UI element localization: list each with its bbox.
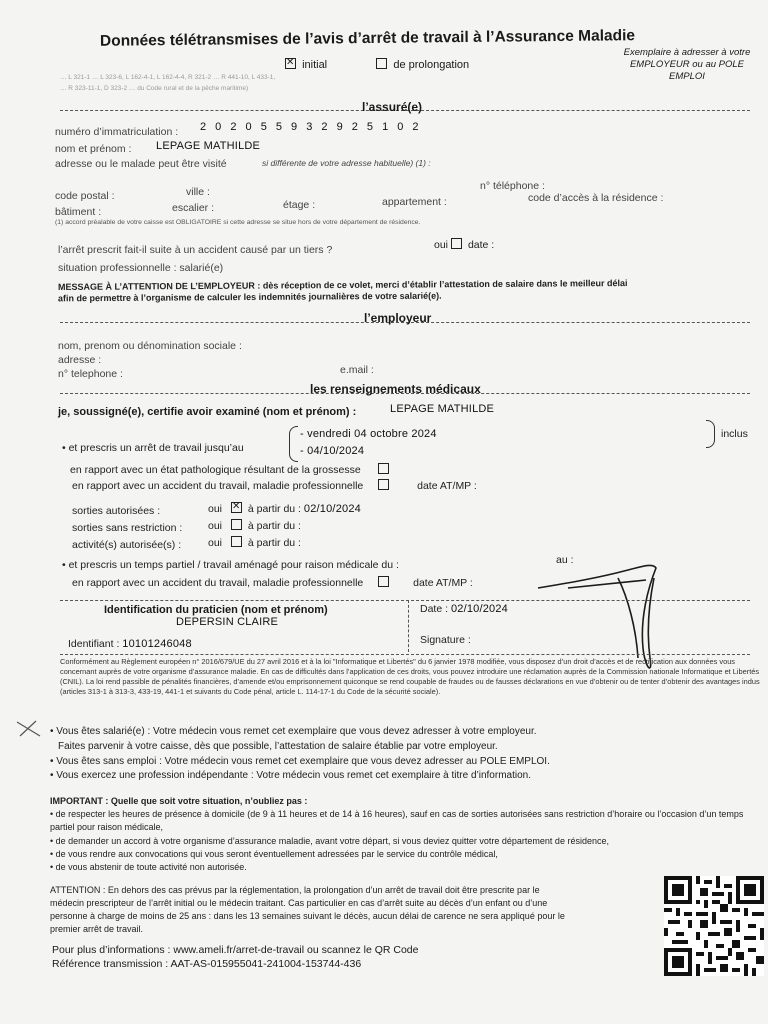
immatriculation-label: numéro d’immatriculation :: [55, 126, 179, 138]
prolongation-checkbox[interactable]: [376, 58, 387, 69]
footer-info: Pour plus d’informations : www.ameli.fr/arret-de-travail ou scannez le QR Code: [52, 944, 419, 956]
accident-tiers-options: [434, 238, 494, 251]
type-options: [282, 58, 469, 71]
bullet-independant-text: Vous exercez une profession indépendante : Votre médecin vous remet cet exemplaire à titre d’information.: [56, 770, 531, 781]
activite-label: activité(s) autorisée(s) :: [72, 539, 182, 551]
accident-travail-label: en rapport avec un accident du travail, maladie professionnelle: [72, 480, 364, 492]
rgpd-notice: Conformément au Règlement européen n° 2016/679/UE du 27 avril 2016 et à la loi "Informatique et Libertés" du 6 janvier 1978 modifiée, vous disposez d’un droit d’accès et de rectification aux données vous concernant auprès de votre organisme d’assurance maladie. En cas de difficultés dans l’application de ces droits, vous pouvez introduire une réclamation auprès de la Commission nationale Informatique et Libertés (CNIL). La loi rend passible de pénalités financières, d’amende et/ou emprisonnement quiconque se rend coupable de fraudes ou de fausses déclarations en vue d’obtenir ou de tenter d’obtenir des avantages indus (articles 313-1 à 313-3, 433-19, 441-1 et suivants du Code pénal, article L. 114-17-1 du Code de la sécurité sociale).: [60, 657, 760, 696]
section-employeur: l’employeur: [364, 311, 432, 325]
important-item-4-text: de vous abstenir de toute activité non autorisée.: [55, 862, 247, 872]
code-postal-label: code postal :: [55, 190, 115, 202]
code-acces-label: code d’accès à la résidence :: [528, 192, 664, 204]
legal-line-2: … R 323-11-1, D 323-2 … du Code rural et de la pêche maritime): [60, 85, 249, 92]
activite-a-partir-label: à partir du :: [247, 537, 301, 549]
important-item-4: • de vous abstenir de toute activité non autorisée.: [50, 862, 247, 872]
sorties-sans-a-partir-label: à partir du :: [247, 520, 301, 532]
section-assure: l’assuré(e): [362, 100, 423, 114]
document-title: Données télétransmises de l’avis d’arrêt de travail à l’Assurance Maladie: [99, 27, 636, 50]
sorties-checkbox[interactable]: [231, 502, 242, 513]
important-item-3-text: de vous rendre aux convocations qui vous seront éventuellement adressées par le service du contrôle médical,: [55, 849, 498, 859]
ville-label: ville :: [186, 186, 210, 198]
praticien-date: [420, 603, 508, 615]
adresse-footnote: (1) accord préalable de votre caisse est OBLIGATOIRE si cette adresse se situe hors de votre département de résidence.: [55, 219, 421, 226]
grossesse-checkbox[interactable]: [378, 463, 389, 474]
appartement-label: appartement :: [382, 196, 447, 208]
section-medical: les renseignements médicaux: [310, 382, 481, 396]
signature-label: Signature :: [420, 634, 471, 646]
temps-partiel-au-label: au :: [556, 554, 574, 566]
employeur-nom-label: nom, prenom ou dénomination sociale :: [58, 340, 242, 352]
accident-travail-checkbox[interactable]: [378, 479, 389, 490]
pen-mark: [14, 718, 44, 740]
date-brace-right: [706, 420, 715, 448]
temps-partiel-label: et prescris un temps partiel / travail aménagé pour raison médicale du :: [68, 559, 399, 571]
accident-tiers-oui-label: oui: [434, 239, 449, 251]
bullet-salarie: • Vous êtes salarié(e) : Votre médecin vous remet cet exemplaire que vous devez adresser à votre employeur.: [50, 726, 537, 737]
bullet-independant: • Vous exercez une profession indépendante : Votre médecin vous remet cet exemplaire à titre d’information.: [50, 770, 531, 781]
date-long-text: vendredi 04 octobre 2024: [307, 428, 437, 440]
accident-travail-label-2: en rapport avec un accident du travail, maladie professionnelle: [72, 577, 364, 589]
accident-tiers-date-label: date :: [467, 239, 495, 251]
praticien-date-label: Date :: [420, 603, 449, 615]
identifiant-value: 10101246048: [122, 638, 192, 650]
certifie-label: je, soussigné(e), certifie avoir examiné (nom et prénom) :: [58, 406, 357, 418]
important-item-2-text: de demander un accord à votre organisme d’assurance maladie, avant votre départ, si vous deviez quitter votre département de résidence,: [55, 836, 609, 846]
date-atmp-label-2: date AT/MP :: [413, 577, 473, 589]
prescris-label: • et prescris un arrêt de travail jusqu’au: [62, 442, 244, 454]
temps-partiel-row: • et prescris un temps partiel / travail aménagé pour raison médicale du :: [62, 559, 399, 571]
sorties-date: 02/10/2024: [303, 503, 361, 515]
nom-label: nom et prénom :: [55, 143, 132, 155]
sorties-a-partir-label: à partir du :: [247, 503, 301, 515]
accident-travail-row-2: [72, 576, 473, 589]
exemplaire-note: Exemplaire à adresser à votre EMPLOYEUR ou au POLE EMPLOI: [623, 47, 751, 82]
activite-options: [208, 536, 301, 549]
identifiant-label: Identifiant :: [68, 638, 120, 650]
important-item-1-text: de respecter les heures de présence à domicile (de 9 à 11 heures et de 14 à 16 heures), sauf en cas de sorties autorisées sans restriction d’horaire ou l’occasion d’un temps partiel pour raison médicale,: [50, 809, 744, 832]
employeur-telephone-label: n° telephone :: [58, 368, 123, 380]
important-item-2: • de demander un accord à votre organisme d’assurance maladie, avant votre départ, si vous deviez quitter votre département de résidence,: [50, 836, 609, 846]
activite-oui-label: oui: [208, 537, 223, 549]
employeur-adresse-label: adresse :: [58, 354, 102, 366]
date-brace-left: [289, 426, 298, 462]
telephone-label: n° téléphone :: [480, 180, 545, 192]
grossesse-row: [70, 463, 392, 476]
bullet-sans-emploi: • Vous êtes sans emploi : Votre médecin vous remet cet exemplaire que vous devez adresser au POLE EMPLOI.: [50, 756, 550, 767]
sorties-options: [208, 502, 361, 515]
message-employeur-line1: MESSAGE À L’ATTENTION DE L’EMPLOYEUR : dès réception de ce volet, merci d’établir l’attestation de salaire dans le meilleur délai: [57, 278, 628, 292]
sorties-sans-options: [208, 519, 301, 532]
bullet-attestation: Faites parvenir à votre caisse, dès que possible, l’attestation de salaire établie par votre employeur.: [58, 741, 498, 752]
important-item-1: • de respecter les heures de présence à domicile (de 9 à 11 heures et de 14 à 16 heures), sauf en cas de sorties autorisées sans restriction d’horaire ou l’occasion d’un temps partiel pour raison médicale,: [50, 809, 744, 832]
sorties-oui-label: oui: [208, 503, 223, 515]
legal-line-1: … L 321-1 … L 323-6, L 162-4-1, L 162-4-4, R 321-2 … R 441-10, L 433-1,: [60, 74, 276, 81]
praticien-name: DEPERSIN CLAIRE: [176, 616, 279, 628]
footer-reference: Référence transmission : AAT-AS-015955041-241004-153744-436: [52, 958, 362, 970]
prescris-text: et prescris un arrêt de travail jusqu’au: [68, 442, 244, 454]
sorties-label: sorties autorisées :: [72, 505, 161, 517]
inclus-label: inclus: [721, 428, 748, 440]
nom-value: LEPAGE MATHILDE: [156, 140, 261, 152]
etage-label: étage :: [283, 199, 316, 211]
date-short-value: - 04/10/2024: [300, 445, 365, 457]
initial-label: initial: [302, 59, 328, 71]
immatriculation-value: 2 0 2 0 5 5 9 3 2 9 2 5 1 0 2: [200, 121, 422, 133]
praticien-title: Identification du praticien (nom et prénom): [104, 604, 328, 616]
employeur-email-label: e.mail :: [340, 364, 374, 376]
bullet-salarie-text: Vous êtes salarié(e) : Votre médecin vous remet cet exemplaire que vous devez adresser à votre employeur.: [56, 726, 537, 737]
qr-code[interactable]: [664, 876, 764, 976]
accident-travail-row: [72, 479, 477, 492]
accident-tiers-question: l’arrêt prescrit fait-il suite à un accident causé par un tiers ?: [58, 244, 333, 256]
sorties-sans-oui-label: oui: [208, 520, 223, 532]
adresse-label: adresse ou le malade peut être visité: [55, 158, 227, 170]
initial-checkbox[interactable]: [285, 58, 296, 69]
sorties-sans-label: sorties sans restriction :: [72, 522, 183, 534]
date-long-value: - vendredi 04 octobre 2024: [300, 428, 437, 440]
praticien-date-value: 02/10/2024: [450, 603, 508, 615]
date-atmp-label: date AT/MP :: [417, 480, 477, 492]
adresse-note: si différente de votre adresse habituelle) (1) :: [262, 158, 431, 168]
situation-professionnelle: situation professionnelle : salarié(e): [58, 262, 224, 274]
activite-checkbox[interactable]: [231, 536, 242, 547]
important-item-3: • de vous rendre aux convocations qui vous seront éventuellement adressées par le service du contrôle médical,: [50, 849, 498, 859]
message-employeur-line2: afin de permettre à l’organisme de calculer les indemnités journalières de votre salarié(e).: [57, 290, 442, 304]
praticien-divider: [408, 600, 409, 652]
praticien-identifiant: [68, 638, 192, 650]
prolongation-label: de prolongation: [393, 59, 470, 71]
bullet-sans-emploi-text: Vous êtes sans emploi : Votre médecin vous remet cet exemplaire que vous devez adresser au POLE EMPLOI.: [56, 756, 550, 767]
accident-travail-checkbox-2[interactable]: [378, 576, 389, 587]
important-heading: IMPORTANT : Quelle que soit votre situation, n’oubliez pas :: [50, 796, 308, 806]
batiment-label: bâtiment :: [55, 206, 102, 218]
accident-tiers-checkbox[interactable]: [451, 238, 462, 249]
escalier-label: escalier :: [172, 202, 215, 214]
attention-notice: ATTENTION : En dehors des cas prévus par la réglementation, la prolongation d’un arrêt de travail doit être prescrite par le médecin prescripteur de l’arrêt initial ou le médecin traitant. Cas particulier en cas d’arrêt suite au décès d’un enfant ou d’une personne à charge de moins de 25 ans : dans les 13 semaines suivant le décès, aucun délai de carence ne sera appliqué pour le premier arrêt de travail.: [50, 885, 565, 934]
grossesse-label: en rapport avec un état pathologique résultant de la grossesse: [70, 464, 361, 476]
date-short-text: 04/10/2024: [307, 445, 365, 457]
certifie-value: LEPAGE MATHILDE: [390, 403, 495, 415]
sorties-sans-checkbox[interactable]: [231, 519, 242, 530]
